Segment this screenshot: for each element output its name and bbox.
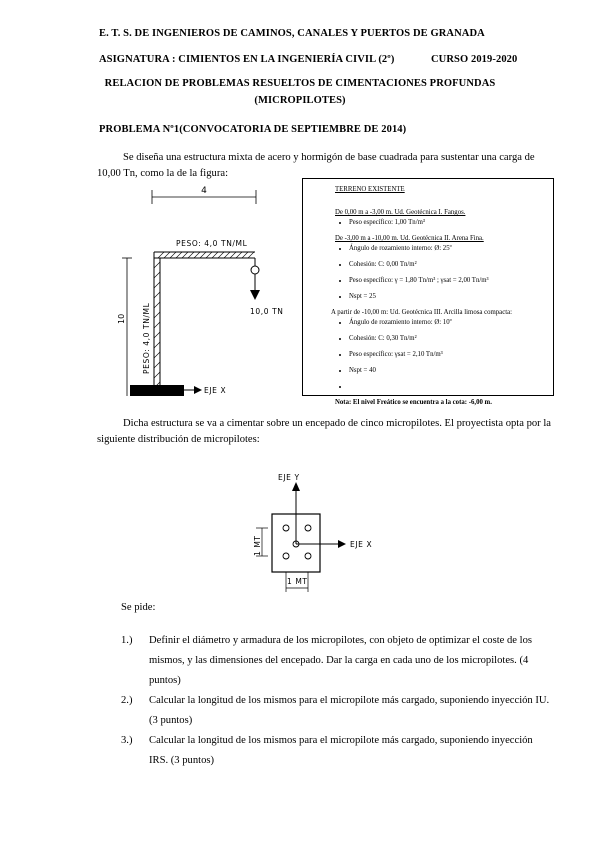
layer3-item [349, 382, 553, 392]
question-number: 2.) [121, 695, 133, 706]
problem-title: PROBLEMA Nº1(CONVOCATORIA DE SEPTIEMBRE DE 2014) [99, 124, 407, 135]
layer3-item: • Peso específico: γsat = 2,10 Tn/m³ [349, 350, 553, 360]
question-text: Definir el diámetro y armadura de los micropilotes, con objeto de optimizar el coste de los mismos, y las dimensiones del encepado. Dar la carga en cada uno de los micropilotes. (4 puntos) [149, 635, 533, 686]
layer1-item: • Peso específico: 1,00 Tn/m³ [349, 218, 553, 228]
height-label: 10 [117, 313, 126, 324]
question-text: Calcular la longitud de los mismos para el micropilote más cargado, suponiendo inyección IRS. (3 puntos) [149, 735, 533, 766]
document-subtitle: (MICROPILOTES) [254, 95, 346, 106]
dim-horizontal-label: 1 MT [287, 577, 308, 586]
layer2-item: • Nspt = 25 [349, 292, 553, 302]
micropile [283, 525, 289, 531]
question-item [121, 731, 553, 771]
axis-x-label: EJE X [204, 386, 227, 395]
dim-vertical-label: 1 MT [253, 535, 262, 556]
question-text: Calcular la longitud de los mismos para el micropilote más cargado, suponiendo inyección IU. (3 puntos) [149, 695, 550, 726]
question-item [121, 691, 553, 731]
layer2-item: • Peso específico: γ = 1,80 Tn/m³ ; γsat = 2,00 Tn/m³ [349, 276, 553, 286]
layer3-item: • Ángulo de rozamiento interno: Ø: 10º [349, 318, 553, 328]
structure-figure [118, 178, 298, 410]
layer2-item: • Ángulo de rozamiento interno: Ø: 25º [349, 244, 553, 254]
layer3-list [335, 318, 553, 392]
layer3-item: • Cohesión: C: 0,30 Tn/m² [349, 334, 553, 344]
micropile-figure [246, 470, 406, 596]
layer1-heading: De 0,00 m a -3,00 m. Ud. Geotécnica I. Fangos. [335, 209, 466, 216]
questions-list [121, 631, 553, 771]
intro-paragraph: Se diseña una estructura mixta de acero y hormigón de base cuadrada para sustentar una carga de 10,00 Tn, como la de la figura: [97, 152, 535, 179]
question-number: 1.) [121, 635, 133, 646]
question-number: 3.) [121, 735, 133, 746]
axis-y-arrowhead [292, 482, 300, 491]
column-label: PESO: 4,0 TN/ML [142, 302, 151, 374]
terrain-note: Nota: El nivel Freático se encuentra a la cota: -6,00 m. [335, 399, 492, 406]
layer3-item: • Nspt = 40 [349, 366, 553, 376]
micropile [283, 553, 289, 559]
encepado-paragraph: Dicha estructura se va a cimentar sobre un encepado de cinco micropilotes. El proyectista opta por la siguiente distribución de micropilotes: [97, 418, 551, 445]
load-hook [251, 266, 259, 274]
se-pide-label: Se pide: [121, 602, 156, 613]
beam-hatch [158, 252, 254, 258]
load-label: 10,0 TN [250, 307, 284, 316]
micropile [305, 525, 311, 531]
beam-label: PESO: 4,0 TN/ML [176, 239, 248, 248]
layer3-heading: A partir de -10,00 m: Ud. Geotécnica III. Arcilla limosa compacta: [331, 309, 512, 316]
school-heading: E. T. S. DE INGENIEROS DE CAMINOS, CANALES Y PUERTOS DE GRANADA [99, 28, 485, 39]
terrain-title: TERRENO EXISTENTE [335, 186, 405, 193]
question-item [121, 631, 553, 691]
micropile [305, 553, 311, 559]
subject-heading: ASIGNATURA : CIMIENTOS EN LA INGENIERÍA CIVIL (2º) [99, 54, 395, 65]
axis-x-label: EJE X [350, 540, 373, 549]
axis-y-label: EJE Y [278, 473, 300, 482]
axis-x-arrowhead [194, 386, 202, 394]
load-arrowhead [250, 290, 260, 300]
layer2-item: • Cohesión: C: 0,00 Tn/m² [349, 260, 553, 270]
layer2-list [335, 244, 553, 302]
layer1-list [335, 218, 553, 228]
dim-top-label: 4 [201, 186, 207, 196]
course-heading: CURSO 2019-2020 [431, 54, 518, 65]
column-hatch [154, 262, 160, 388]
axis-x-arrowhead [338, 540, 346, 548]
layer2-heading: De -3,00 m a -10,00 m. Ud. Geotécnica II. Arena Fina. [335, 235, 484, 242]
document-title: RELACION DE PROBLEMAS RESUELTOS DE CIMENTACIONES PROFUNDAS [104, 78, 496, 89]
base-slab [130, 385, 184, 396]
terrain-box [302, 178, 554, 406]
